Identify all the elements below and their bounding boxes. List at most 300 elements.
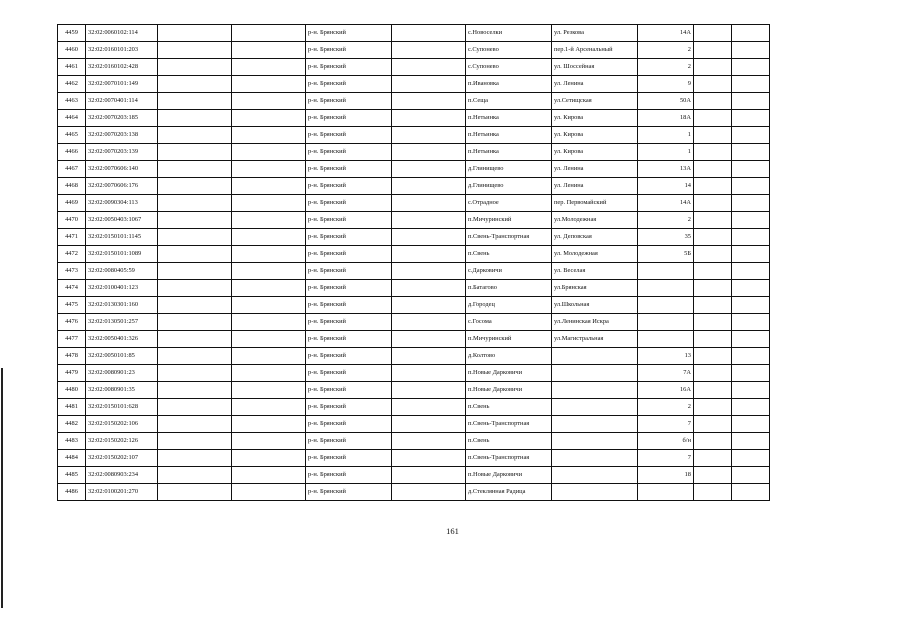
locality: п.Новые Дарковичи — [466, 467, 552, 484]
street: ул.Молодежная — [552, 212, 638, 229]
empty-cell — [732, 263, 770, 280]
empty-cell — [732, 399, 770, 416]
empty-cell — [232, 25, 306, 42]
table-row — [58, 212, 770, 229]
empty-cell — [732, 450, 770, 467]
empty-cell — [232, 331, 306, 348]
district: р-н. Брянский — [306, 42, 392, 59]
empty-cell — [232, 280, 306, 297]
empty-cell — [158, 161, 232, 178]
table-row — [58, 348, 770, 365]
locality: п.Свень — [466, 246, 552, 263]
empty-cell — [392, 25, 466, 42]
locality: п.Ивановка — [466, 76, 552, 93]
cadastral-number: 32:02:0070401:114 — [86, 93, 158, 110]
empty-cell — [158, 297, 232, 314]
empty-cell — [732, 484, 770, 501]
empty-cell — [232, 399, 306, 416]
house-number: 13А — [638, 161, 694, 178]
empty-cell — [232, 161, 306, 178]
empty-cell — [232, 382, 306, 399]
cadastral-number: 32:02:0090304:113 — [86, 195, 158, 212]
house-number: 13 — [638, 348, 694, 365]
empty-cell — [158, 365, 232, 382]
empty-cell — [158, 246, 232, 263]
empty-cell — [694, 93, 732, 110]
table-row — [58, 280, 770, 297]
empty-cell — [732, 161, 770, 178]
empty-cell — [158, 42, 232, 59]
row-number: 4474 — [58, 280, 86, 297]
district: р-н. Брянский — [306, 416, 392, 433]
street: ул. Резкова — [552, 25, 638, 42]
house-number: 1 — [638, 127, 694, 144]
empty-cell — [392, 263, 466, 280]
empty-cell — [392, 297, 466, 314]
locality: п.Новые Дарковичи — [466, 382, 552, 399]
empty-cell — [158, 25, 232, 42]
empty-cell — [694, 280, 732, 297]
row-number: 4481 — [58, 399, 86, 416]
street: ул. Веселая — [552, 263, 638, 280]
house-number: 7А — [638, 365, 694, 382]
empty-cell — [392, 399, 466, 416]
locality: с.Новоселки — [466, 25, 552, 42]
table-row — [58, 42, 770, 59]
empty-cell — [732, 59, 770, 76]
table-row — [58, 127, 770, 144]
cadastral-number: 32:02:0150202:126 — [86, 433, 158, 450]
house-number: б/н — [638, 433, 694, 450]
empty-cell — [732, 178, 770, 195]
empty-cell — [232, 59, 306, 76]
cadastral-number: 32:02:0070101:149 — [86, 76, 158, 93]
table-row — [58, 110, 770, 127]
empty-cell — [694, 195, 732, 212]
row-number: 4462 — [58, 76, 86, 93]
locality: п.Свень-Транспортная — [466, 416, 552, 433]
cadastral-number: 32:02:0100201:270 — [86, 484, 158, 501]
table-row — [58, 484, 770, 501]
empty-cell — [694, 110, 732, 127]
empty-cell — [392, 127, 466, 144]
empty-cell — [732, 416, 770, 433]
empty-cell — [158, 348, 232, 365]
scan-edge-mark — [1, 368, 3, 608]
empty-cell — [694, 331, 732, 348]
locality: п.Мичуринский — [466, 212, 552, 229]
empty-cell — [732, 331, 770, 348]
house-number: 2 — [638, 42, 694, 59]
registry-rows — [58, 25, 770, 501]
table-row — [58, 416, 770, 433]
district: р-н. Брянский — [306, 450, 392, 467]
row-number: 4484 — [58, 450, 86, 467]
empty-cell — [158, 450, 232, 467]
empty-cell — [694, 161, 732, 178]
page-number: 161 — [446, 526, 459, 536]
table-row — [58, 59, 770, 76]
empty-cell — [392, 314, 466, 331]
empty-cell — [732, 212, 770, 229]
district: р-н. Брянский — [306, 25, 392, 42]
empty-cell — [694, 416, 732, 433]
locality: п.Нетьинка — [466, 144, 552, 161]
house-number: 5Б — [638, 246, 694, 263]
empty-cell — [158, 212, 232, 229]
empty-cell — [232, 263, 306, 280]
house-number: 14 — [638, 178, 694, 195]
empty-cell — [694, 433, 732, 450]
empty-cell — [732, 76, 770, 93]
district: р-н. Брянский — [306, 263, 392, 280]
empty-cell — [732, 110, 770, 127]
street — [552, 484, 638, 501]
empty-cell — [732, 433, 770, 450]
empty-cell — [392, 416, 466, 433]
table-row — [58, 450, 770, 467]
district: р-н. Брянский — [306, 280, 392, 297]
table-row — [58, 433, 770, 450]
empty-cell — [392, 433, 466, 450]
locality: п.Сеща — [466, 93, 552, 110]
empty-cell — [392, 195, 466, 212]
locality: п.Новые Дарковичи — [466, 365, 552, 382]
cadastral-number: 32:02:0050403:1067 — [86, 212, 158, 229]
table-row — [58, 365, 770, 382]
empty-cell — [232, 42, 306, 59]
district: р-н. Брянский — [306, 433, 392, 450]
empty-cell — [392, 280, 466, 297]
house-number: 9 — [638, 76, 694, 93]
empty-cell — [232, 297, 306, 314]
house-number — [638, 297, 694, 314]
locality: с.Госома — [466, 314, 552, 331]
empty-cell — [392, 331, 466, 348]
house-number: 14А — [638, 25, 694, 42]
empty-cell — [694, 382, 732, 399]
empty-cell — [392, 42, 466, 59]
house-number: 1 — [638, 144, 694, 161]
house-number: 2 — [638, 399, 694, 416]
empty-cell — [158, 416, 232, 433]
empty-cell — [392, 484, 466, 501]
empty-cell — [392, 382, 466, 399]
empty-cell — [694, 76, 732, 93]
row-number: 4466 — [58, 144, 86, 161]
district: р-н. Брянский — [306, 195, 392, 212]
locality: с.Супонево — [466, 42, 552, 59]
street — [552, 416, 638, 433]
row-number: 4485 — [58, 467, 86, 484]
row-number: 4479 — [58, 365, 86, 382]
empty-cell — [158, 280, 232, 297]
street: ул.Школьная — [552, 297, 638, 314]
row-number: 4475 — [58, 297, 86, 314]
house-number: 2 — [638, 212, 694, 229]
empty-cell — [732, 229, 770, 246]
house-number — [638, 314, 694, 331]
empty-cell — [158, 467, 232, 484]
street: ул. Шоссейная — [552, 59, 638, 76]
empty-cell — [232, 93, 306, 110]
street — [552, 433, 638, 450]
street: ул. Кирова — [552, 110, 638, 127]
locality: с.Дарковичи — [466, 263, 552, 280]
house-number: 7 — [638, 450, 694, 467]
empty-cell — [392, 450, 466, 467]
table-row — [58, 144, 770, 161]
locality: п.Свень-Транспортная — [466, 229, 552, 246]
empty-cell — [158, 93, 232, 110]
row-number: 4476 — [58, 314, 86, 331]
house-number: 16А — [638, 382, 694, 399]
empty-cell — [392, 212, 466, 229]
locality: с.Отрадное — [466, 195, 552, 212]
street — [552, 399, 638, 416]
empty-cell — [694, 127, 732, 144]
empty-cell — [232, 484, 306, 501]
cadastral-number: 32:02:0080901:35 — [86, 382, 158, 399]
empty-cell — [232, 110, 306, 127]
empty-cell — [732, 297, 770, 314]
district: р-н. Брянский — [306, 331, 392, 348]
empty-cell — [694, 484, 732, 501]
empty-cell — [158, 399, 232, 416]
cadastral-number: 32:02:0080405:59 — [86, 263, 158, 280]
cadastral-number: 32:02:0130501:257 — [86, 314, 158, 331]
empty-cell — [232, 212, 306, 229]
table-row — [58, 161, 770, 178]
district: р-н. Брянский — [306, 212, 392, 229]
empty-cell — [232, 348, 306, 365]
empty-cell — [392, 93, 466, 110]
row-number: 4463 — [58, 93, 86, 110]
district: р-н. Брянский — [306, 93, 392, 110]
empty-cell — [158, 382, 232, 399]
house-number: 50А — [638, 93, 694, 110]
empty-cell — [392, 229, 466, 246]
empty-cell — [232, 246, 306, 263]
district: р-н. Брянский — [306, 467, 392, 484]
house-number — [638, 280, 694, 297]
empty-cell — [232, 450, 306, 467]
table-row — [58, 331, 770, 348]
locality: п.Свень — [466, 433, 552, 450]
cadastral-number: 32:02:0150202:106 — [86, 416, 158, 433]
table-row — [58, 76, 770, 93]
street — [552, 467, 638, 484]
empty-cell — [232, 195, 306, 212]
empty-cell — [732, 93, 770, 110]
cadastral-number: 32:02:0100401:123 — [86, 280, 158, 297]
locality: п.Свень — [466, 399, 552, 416]
empty-cell — [392, 178, 466, 195]
locality: д.Колтово — [466, 348, 552, 365]
empty-cell — [694, 212, 732, 229]
empty-cell — [232, 178, 306, 195]
cadastral-number: 32:02:0150101:1089 — [86, 246, 158, 263]
locality: п.Нетьинка — [466, 127, 552, 144]
row-number: 4465 — [58, 127, 86, 144]
table-row — [58, 195, 770, 212]
row-number: 4486 — [58, 484, 86, 501]
empty-cell — [694, 178, 732, 195]
empty-cell — [732, 195, 770, 212]
empty-cell — [694, 229, 732, 246]
empty-cell — [732, 314, 770, 331]
locality: д.Городец — [466, 297, 552, 314]
cadastral-number: 32:02:0070203:139 — [86, 144, 158, 161]
district: р-н. Брянский — [306, 110, 392, 127]
empty-cell — [232, 365, 306, 382]
empty-cell — [232, 467, 306, 484]
locality: д.Стеклянная Радица — [466, 484, 552, 501]
row-number: 4473 — [58, 263, 86, 280]
district: р-н. Брянский — [306, 365, 392, 382]
street — [552, 382, 638, 399]
empty-cell — [232, 144, 306, 161]
street: ул. Кирова — [552, 127, 638, 144]
cadastral-number: 32:02:0070203:185 — [86, 110, 158, 127]
table-row — [58, 467, 770, 484]
empty-cell — [694, 246, 732, 263]
empty-cell — [158, 484, 232, 501]
locality: п.Батагово — [466, 280, 552, 297]
empty-cell — [732, 127, 770, 144]
empty-cell — [232, 76, 306, 93]
empty-cell — [392, 59, 466, 76]
row-number: 4459 — [58, 25, 86, 42]
locality: д.Глинищево — [466, 178, 552, 195]
empty-cell — [392, 348, 466, 365]
street: пер. Первомайский — [552, 195, 638, 212]
cadastral-number: 32:02:0130301:160 — [86, 297, 158, 314]
cadastral-number: 32:02:0050401:326 — [86, 331, 158, 348]
empty-cell — [232, 127, 306, 144]
house-number — [638, 331, 694, 348]
empty-cell — [232, 433, 306, 450]
row-number: 4468 — [58, 178, 86, 195]
empty-cell — [392, 161, 466, 178]
street: ул. Ленина — [552, 76, 638, 93]
empty-cell — [694, 467, 732, 484]
cadastral-number: 32:02:0050101:85 — [86, 348, 158, 365]
street — [552, 348, 638, 365]
empty-cell — [158, 331, 232, 348]
row-number: 4483 — [58, 433, 86, 450]
empty-cell — [158, 263, 232, 280]
empty-cell — [732, 42, 770, 59]
empty-cell — [694, 25, 732, 42]
empty-cell — [158, 433, 232, 450]
table-row — [58, 178, 770, 195]
table-row — [58, 314, 770, 331]
district: р-н. Брянский — [306, 127, 392, 144]
empty-cell — [732, 280, 770, 297]
row-number: 4472 — [58, 246, 86, 263]
street: ул. Кирова — [552, 144, 638, 161]
cadastral-number: 32:02:0060102:114 — [86, 25, 158, 42]
cadastral-number: 32:02:0160102:428 — [86, 59, 158, 76]
street: ул. Ленина — [552, 178, 638, 195]
empty-cell — [392, 365, 466, 382]
empty-cell — [694, 59, 732, 76]
empty-cell — [392, 110, 466, 127]
empty-cell — [158, 59, 232, 76]
district: р-н. Брянский — [306, 144, 392, 161]
empty-cell — [158, 127, 232, 144]
empty-cell — [732, 348, 770, 365]
empty-cell — [158, 110, 232, 127]
street — [552, 365, 638, 382]
registry-table — [57, 24, 770, 501]
row-number: 4464 — [58, 110, 86, 127]
district: р-н. Брянский — [306, 229, 392, 246]
table-row — [58, 229, 770, 246]
district: р-н. Брянский — [306, 161, 392, 178]
district: р-н. Брянский — [306, 314, 392, 331]
empty-cell — [694, 144, 732, 161]
district: р-н. Брянский — [306, 484, 392, 501]
empty-cell — [694, 450, 732, 467]
row-number: 4480 — [58, 382, 86, 399]
empty-cell — [158, 178, 232, 195]
locality: п.Нетьинка — [466, 110, 552, 127]
empty-cell — [694, 365, 732, 382]
district: р-н. Брянский — [306, 297, 392, 314]
row-number: 4469 — [58, 195, 86, 212]
house-number: 7 — [638, 416, 694, 433]
empty-cell — [732, 144, 770, 161]
cadastral-number: 32:02:0080901:23 — [86, 365, 158, 382]
cadastral-number: 32:02:0150101:628 — [86, 399, 158, 416]
street: ул.Магистральная — [552, 331, 638, 348]
street: ул. Деповская — [552, 229, 638, 246]
empty-cell — [694, 263, 732, 280]
house-number — [638, 263, 694, 280]
row-number: 4460 — [58, 42, 86, 59]
table-row — [58, 93, 770, 110]
empty-cell — [158, 76, 232, 93]
street: пер.1-й Арсенальный — [552, 42, 638, 59]
row-number: 4461 — [58, 59, 86, 76]
house-number: 18 — [638, 467, 694, 484]
empty-cell — [732, 246, 770, 263]
empty-cell — [694, 348, 732, 365]
district: р-н. Брянский — [306, 59, 392, 76]
table-row — [58, 382, 770, 399]
street — [552, 450, 638, 467]
street: ул. Молодежная — [552, 246, 638, 263]
empty-cell — [232, 314, 306, 331]
cadastral-number: 32:02:0150202:107 — [86, 450, 158, 467]
empty-cell — [158, 144, 232, 161]
empty-cell — [158, 195, 232, 212]
row-number: 4467 — [58, 161, 86, 178]
cadastral-number: 32:02:0080903:234 — [86, 467, 158, 484]
table-row — [58, 399, 770, 416]
street: ул. Ленина — [552, 161, 638, 178]
empty-cell — [232, 416, 306, 433]
cadastral-number: 32:02:0070606:140 — [86, 161, 158, 178]
empty-cell — [158, 314, 232, 331]
cadastral-number: 32:02:0070606:176 — [86, 178, 158, 195]
empty-cell — [392, 246, 466, 263]
empty-cell — [392, 76, 466, 93]
row-number: 4470 — [58, 212, 86, 229]
empty-cell — [732, 467, 770, 484]
